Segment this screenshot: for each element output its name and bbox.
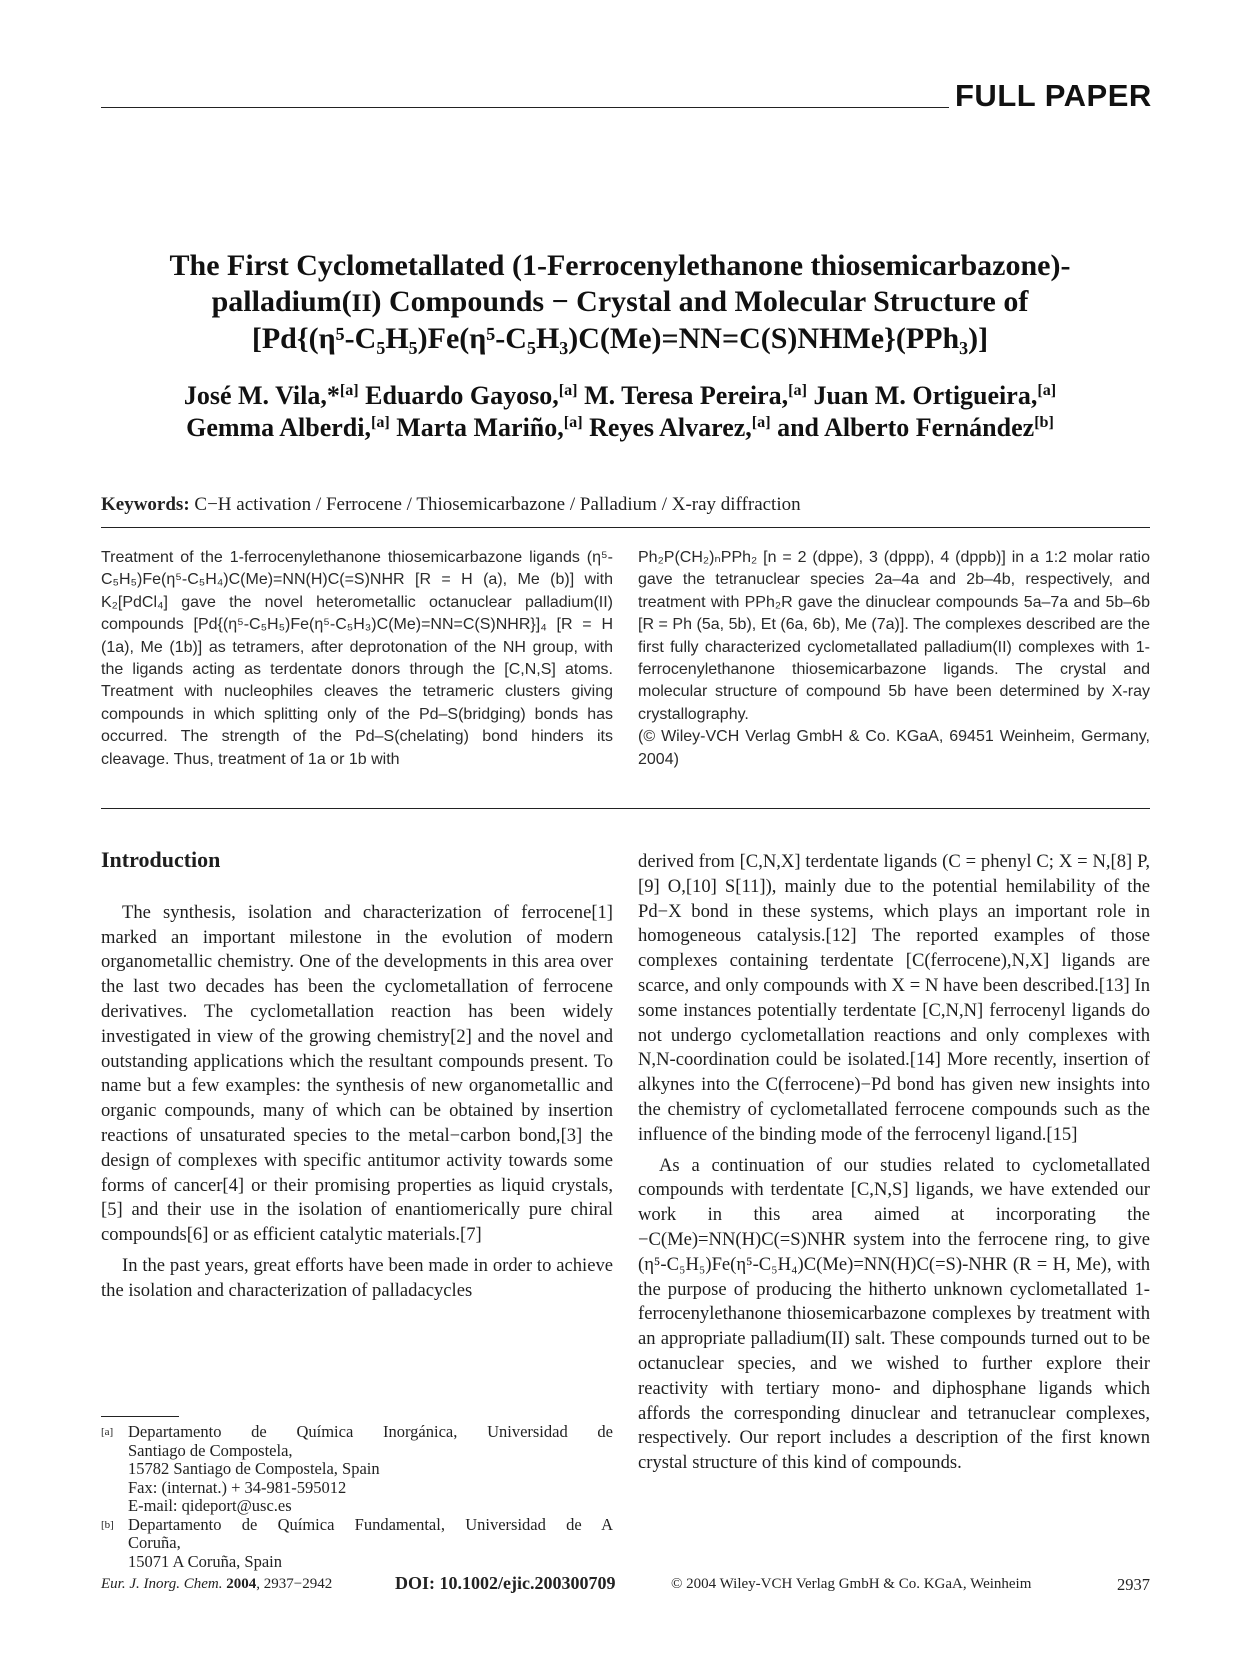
author-name: M. Teresa Pereira, (577, 381, 789, 410)
author-name: Eduardo Gayoso, (358, 381, 559, 410)
footnote-line: Coruña, (128, 1533, 181, 1552)
footnote-line: Departamento de Química Inorgánica, Universidad de (128, 1422, 613, 1441)
keywords-text: C−H activation / Ferrocene / Thiosemicarbazone / Palladium / X-ray diffraction (194, 494, 801, 515)
title-line-2 (100, 284, 1140, 321)
journal-name: Eur. J. Inorg. Chem. (101, 1576, 223, 1592)
abstract-right-column (638, 547, 1150, 771)
footnote-line: Santiago de Compostela, (128, 1440, 293, 1460)
title-line-3: [Pd{(η⁵-C₅H₅)Fe(η⁵-C₅H₃)C(Me)=NN=C(S)NHMe}(PPh₃)] (251, 322, 989, 355)
author-affiliation: [a] (339, 382, 359, 400)
author-name: Gemma Alberdi, (186, 413, 371, 442)
footnote-a (101, 1423, 613, 1516)
page-number: 2937 (1117, 1575, 1150, 1594)
author-name: and Alberto Fernández (770, 413, 1035, 442)
footer-copyright: © 2004 Wiley-VCH Verlag GmbH & Co. KGaA, Weinheim (671, 1576, 1032, 1592)
footnote-mark: [b] (101, 1518, 114, 1531)
body-left-column (101, 848, 613, 1304)
keywords (101, 494, 1151, 516)
author-affiliation: [a] (558, 382, 578, 400)
author-name: José M. Vila,* (183, 381, 340, 410)
author-affiliation: [a] (751, 414, 771, 432)
author-name: Reyes Alvarez, (582, 413, 752, 442)
keywords-label: Keywords: (101, 494, 190, 515)
author-list (100, 380, 1140, 444)
title-oxidation-state: II (351, 288, 372, 317)
paragraph: derived from [C,N,X] terdentate ligands (C = phenyl C; X = N,[8] P,[9] O,[10] S[11]), mainly due to the potential hemilability of the Pd−X bond in these systems, which plays an important role in homogeneous catalysis.[12] The reported examples of those complexes containing terdentate [C(ferrocene),N,X] ligands are scarce, and only compounds with X = N have been described.[13] In some instances potentially terdentate [C,N,N] ferrocenyl ligands do not undergo cyclometallation reactions and only complexes with N,N-coordination could be isolated.[14] More recently, insertion of alkynes into the C(ferrocene)−Pd bond has given new insights into the chemistry of cyclometallated ferrocene compounds such as the influence of the binding mode of the ferrocenyl ligand.[15] (638, 851, 1150, 1145)
footnote-mark: [a] (101, 1426, 114, 1438)
abstract-text-left: Treatment of the 1-ferrocenylethanone thiosemicarbazone ligands (η⁵-C₅H₅)Fe(η⁵-C₅H₄)C(Me)=NN(H)C(=S)NHR [R = H (a), Me (b)] with K₂[PdCl₄] gave the novel heterometallic octanuclear palladium(II) compounds [Pd{(η⁵-C₅H₅)Fe(η⁵-C₅H₃)C(Me)=NN=C(S)NHR}]₄ [R = H (1a), Me (1b)] as tetramers, after deprotonation of the NH group, with the ligands acting as terdentate donors through the [C,N,S] atoms. Treatment with nucleophiles cleaves the tetrameric clusters giving compounds in which splitting only of the Pd–S(bridging) bonds has occurred. The strength of the Pd–S(chelating) bond hinders its cleavage. Thus, treatment of 1a or 1b with (101, 549, 613, 768)
author-affiliation: [a] (1037, 382, 1057, 400)
author-name: Marta Mariño, (389, 413, 564, 442)
title-line-2-a: palladium( (211, 285, 352, 318)
title-line-2-b: ) Compounds − Crystal and Molecular Structure of (371, 285, 1029, 318)
page-footer (101, 1574, 1150, 1598)
keywords-rule (101, 527, 1150, 528)
journal-year: 2004 (226, 1576, 257, 1592)
abstract-text-right: Ph₂P(CH₂)ₙPPh₂ [n = 2 (dppe), 3 (dppp), 4 (dppb)] in a 1:2 molar ratio gave the tetranuclear species 2a–4a and 2b–4b, respectively, and treatment with PPh₂R gave the dinuclear compounds 5a–7a and 5b–6b [R = Ph (5a, 5b), Et (6a, 6b), Me (7a)]. The complexes described are the first fully characterized cyclometallated palladium(II) complexes with 1-ferrocenylethanone thiosemicarbazone ligands. The crystal and molecular structure of compound 5b have been determined by X-ray crystallography. (638, 549, 1150, 723)
author-affiliation: [a] (563, 414, 583, 432)
abstract-left-column (101, 547, 613, 771)
section-heading: Introduction (101, 847, 221, 872)
body-right-column (638, 850, 1150, 1476)
author-line-1 (100, 380, 1140, 412)
author-line-2 (100, 412, 1140, 444)
paragraph: The synthesis, isolation and characterization of ferrocene[1] marked an important milestone in the evolution of modern organometallic chemistry. One of the developments in this area over the last two decades has been the cyclometallation of ferrocene derivatives. The cyclometallation reaction has been widely investigated in view of the growing chemistry[2] and the novel and outstanding applications which the resultant compounds present. To name but a few examples: the synthesis of new organometallic and organic compounds, many of which can be obtained by insertion reactions of unsaturated species to the metal−carbon bond,[3] the design of complexes with specific antitumor activity towards some forms of cancer[4] or their promising properties as liquid crystals,[5] and their use in the isolation of enantiomerically pure chiral compounds[6] or as efficient catalytic materials.[7] (101, 901, 613, 1246)
section-label: FULL PAPER (955, 78, 1152, 113)
title-line-1: The First Cyclometallated (1-Ferrocenylethanone thiosemicarbazone)- (169, 249, 1071, 282)
footnote-line: 15782 Santiago de Compostela, Spain (128, 1459, 380, 1478)
author-affiliation: [b] (1034, 414, 1054, 432)
affiliation-footnotes (101, 1423, 613, 1571)
footnote-b (101, 1516, 613, 1572)
doi-link[interactable]: DOI: 10.1002/ejic.200300709 (395, 1573, 616, 1593)
author-affiliation: [a] (788, 382, 807, 400)
footnote-line: Fax: (internat.) + 34-981-595012 (128, 1477, 347, 1497)
paragraph: As a continuation of our studies related to cyclometallated compounds with terdentate [C,N,S] ligands, we have extended our work in this area aimed at incorporating the −C(Me)=NN(H)C(=S)NHR system into the ferrocene ring, to give (η⁵-C₅H₅)Fe(η⁵-C₅H₄)C(Me)=NN(H)C(=S)-NHR (R = H, Me), with the purpose of producing the hitherto unknown cyclometallated 1-ferrocenylethanone thiosemicarbazone complexes by treatment with an appropriate palladium(II) salt. These compounds turned out to be octanuclear species, and we wished to further explore their reactivity with tertiary mono- and diphosphane ligands which affords the corresponding dinuclear and tetranuclear complexes, respectively. Our report includes a description of the first known crystal structure of this kind of compounds. (638, 1154, 1150, 1474)
footnote-rule (101, 1416, 179, 1417)
footnote-line: 15071 A Coruña, Spain (128, 1551, 283, 1571)
author-name: Juan M. Ortigueira, (806, 381, 1038, 410)
paragraph: In the past years, great efforts have been made in order to achieve the isolation and characterization of palladacycles (101, 1254, 613, 1301)
journal-pages: 2937−2942 (263, 1576, 333, 1592)
header-rule (101, 107, 949, 108)
article-title (100, 248, 1140, 357)
journal-citation: Eur. J. Inorg. Chem. 2004, 2937−2942 (101, 1576, 333, 1592)
footnote-line: Departamento de Química Fundamental, Universidad de A (128, 1514, 613, 1534)
author-affiliation: [a] (370, 414, 390, 432)
footnote-email[interactable]: E-mail: qideport@usc.es (128, 1496, 292, 1515)
abstract-copyright: (© Wiley-VCH Verlag GmbH & Co. KGaA, 69451 Weinheim, Germany, 2004) (638, 728, 1150, 768)
abstract-rule (101, 808, 1150, 809)
